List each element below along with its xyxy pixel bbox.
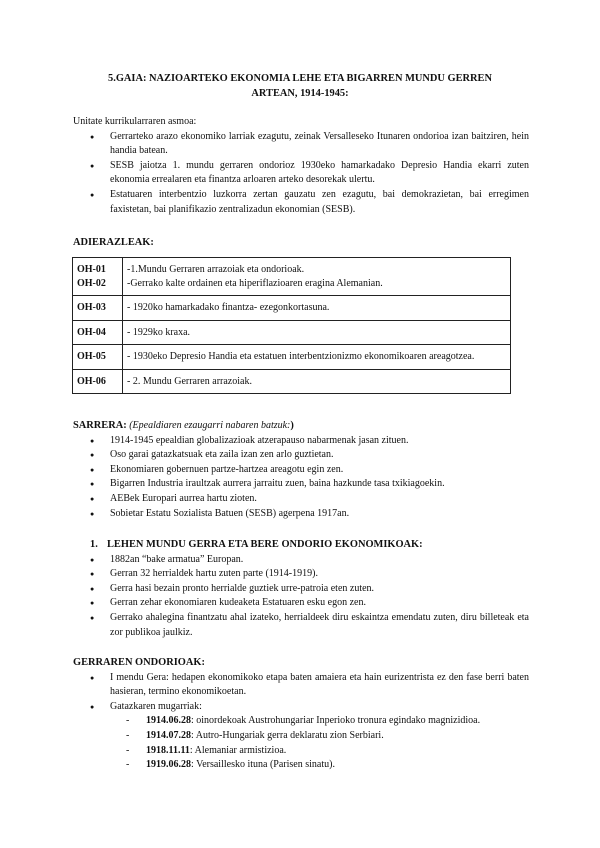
list-item: ● Gerra hasi bezain pronto herrialde guztiek urre-patroia eten zuten.	[73, 582, 529, 597]
milestone-date: 1918.11.11	[146, 744, 190, 756]
table-row	[73, 369, 511, 394]
indicator-text: - 1920ko hamarkadako finantza- ezegonkortasuna.	[123, 296, 511, 321]
intro-heading: Unitate kurrikularraren asmoa:	[73, 116, 197, 127]
list-item: ● Bigarren Industria iraultzak aurrera jarraitu zuen, baina hazkunde tasa txikiagoekin.	[73, 477, 529, 492]
milestone-item	[73, 758, 529, 773]
list-item: ● Gerran zehar ekonomiaren kudeaketa Estatuaren esku egon zen.	[73, 596, 529, 611]
list-item: ● 1882an “bake armatua” Europan.	[73, 553, 529, 568]
list-item: ● Estatuaren interbentzio luzkorra zertan gauzatu zen ezagutu, bai demokrazietan, bai erregimen faxistetan, bai planifikazio zentralizadun ekonomian (SESB).	[73, 188, 529, 217]
list-item: ● Sobietar Estatu Sozialista Batuen (SESB) agerpena 1917an.	[73, 507, 529, 522]
milestone-text: : Versaillesko ituna (Parisen sinatu).	[191, 759, 335, 771]
list-item: ● SESB jaiotza 1. mundu gerraren ondorioz 1930eko hamarkadako Depresio Handia ekarri zuten ekonomia errealaren eta finantza arloaren arteko desorekak ulertu.	[73, 159, 529, 188]
indicator-text: - 2. Mundu Gerraren arrazoiak.	[123, 369, 511, 394]
milestone-text: : Alemaniar armistizioa.	[189, 744, 287, 756]
milestone-item	[73, 714, 529, 729]
sarrera-label: SARRERA:	[73, 420, 127, 431]
section-1	[73, 538, 529, 640]
table-row	[73, 320, 511, 345]
table-row	[73, 345, 511, 370]
section-1-list	[73, 553, 529, 641]
indicator-code: OH-01	[77, 264, 106, 275]
indicator-text: - 1929ko kraxa.	[123, 320, 511, 345]
milestone-date: 1919.06.28	[146, 759, 191, 771]
section-title: LEHEN MUNDU GERRA ETA BERE ONDORIO EKONOMIKOAK:	[107, 539, 423, 550]
indicator-code: OH-06	[73, 369, 123, 394]
indicator-code: OH-04	[73, 320, 123, 345]
ondorioak-list	[73, 671, 529, 715]
list-item: ● Gatazkaren mugarriak:	[73, 700, 529, 715]
milestone-item	[73, 744, 529, 759]
milestone-item	[73, 729, 529, 744]
list-item: ● I mendu Gera: hedapen ekonomikoko etapa baten amaiera eta hain eurizentrista ez den fase berri baten hasieran, termino ekonomikoetan.	[73, 671, 529, 700]
list-item: ● Ekonomiaren gobernuen partze-hartzea areagotu egin zen.	[73, 463, 529, 478]
sarrera-subtitle: (Epealdiaren ezaugarri nabaren batzuk:	[129, 420, 291, 431]
sarrera-heading	[73, 419, 529, 434]
sarrera-close: )	[290, 420, 294, 431]
table-row	[73, 258, 511, 296]
section-1-heading	[90, 538, 546, 553]
milestone-date: 1914.06.28	[146, 715, 191, 727]
ondorioak-section	[73, 656, 529, 773]
list-item: ● Oso garai gatazkatsuak eta zaila izan zen arlo guztietan.	[73, 448, 529, 463]
milestone-date: 1914.07.28	[146, 729, 191, 741]
title-line-1: 5.GAIA: NAZIOARTEKO EKONOMIA LEHE ETA BIGARREN MUNDU GERREN	[108, 73, 492, 84]
indicator-text: -Gerrako kalte ordainen eta hiperiflazioaren eragina Alemanian.	[127, 277, 383, 289]
milestone-text: : oinordekoak Austrohungariar Inperioko tronura egindako magnizidioa.	[191, 715, 481, 727]
indicator-text: - 1930eko Depresio Handia eta estatuen interbentzionizmo ekonomikoaren areagotzea.	[123, 345, 511, 370]
list-item: ● 1914-1945 epealdian globalizazioak atzerapauso nabarmenak jasan zituen.	[73, 434, 529, 449]
intro-section	[73, 115, 529, 217]
indicator-text: -1.Mundu Gerraren arrazoiak eta ondorioak.	[127, 264, 305, 275]
indicator-code: OH-05	[73, 345, 123, 370]
list-item: ● Gerran 32 herrialdek hartu zuten parte (1914-1919).	[73, 567, 529, 582]
milestone-text: : Autro-Hungariak gerra deklaratu zion Serbiari.	[191, 729, 384, 741]
list-item: ● Gerrarteko arazo ekonomiko larriak ezagutu, zeinak Versalleseko Itunaren ondorioa izan baitziren, hein handia batean.	[73, 130, 529, 159]
indicator-code-cell	[73, 258, 123, 296]
table-row	[73, 296, 511, 321]
ondorioak-heading: GERRAREN ONDORIOAK:	[73, 657, 205, 668]
indicator-text-cell	[123, 258, 511, 296]
list-item: ● AEBek Europari aurrea hartu zioten.	[73, 492, 529, 507]
indicators-table	[72, 257, 511, 394]
section-number: 1.	[90, 539, 98, 550]
adierazleak-heading: ADIERAZLEAK:	[73, 237, 154, 248]
intro-list	[73, 130, 529, 218]
indicator-code: OH-03	[73, 296, 123, 321]
document-title	[70, 71, 530, 101]
indicator-code: OH-02	[77, 277, 106, 289]
milestones-list	[73, 714, 529, 772]
sarrera-list	[73, 434, 529, 522]
sarrera-section	[73, 419, 529, 521]
title-line-2: ARTEAN, 1914-1945:	[251, 88, 349, 99]
list-item: ● Gerrako ahalegina finantzatu ahal izateko, herrialdeek diru eskaintza emendatu zuten, diru billeteak eta zor publikoa jaulkiz.	[73, 611, 529, 640]
